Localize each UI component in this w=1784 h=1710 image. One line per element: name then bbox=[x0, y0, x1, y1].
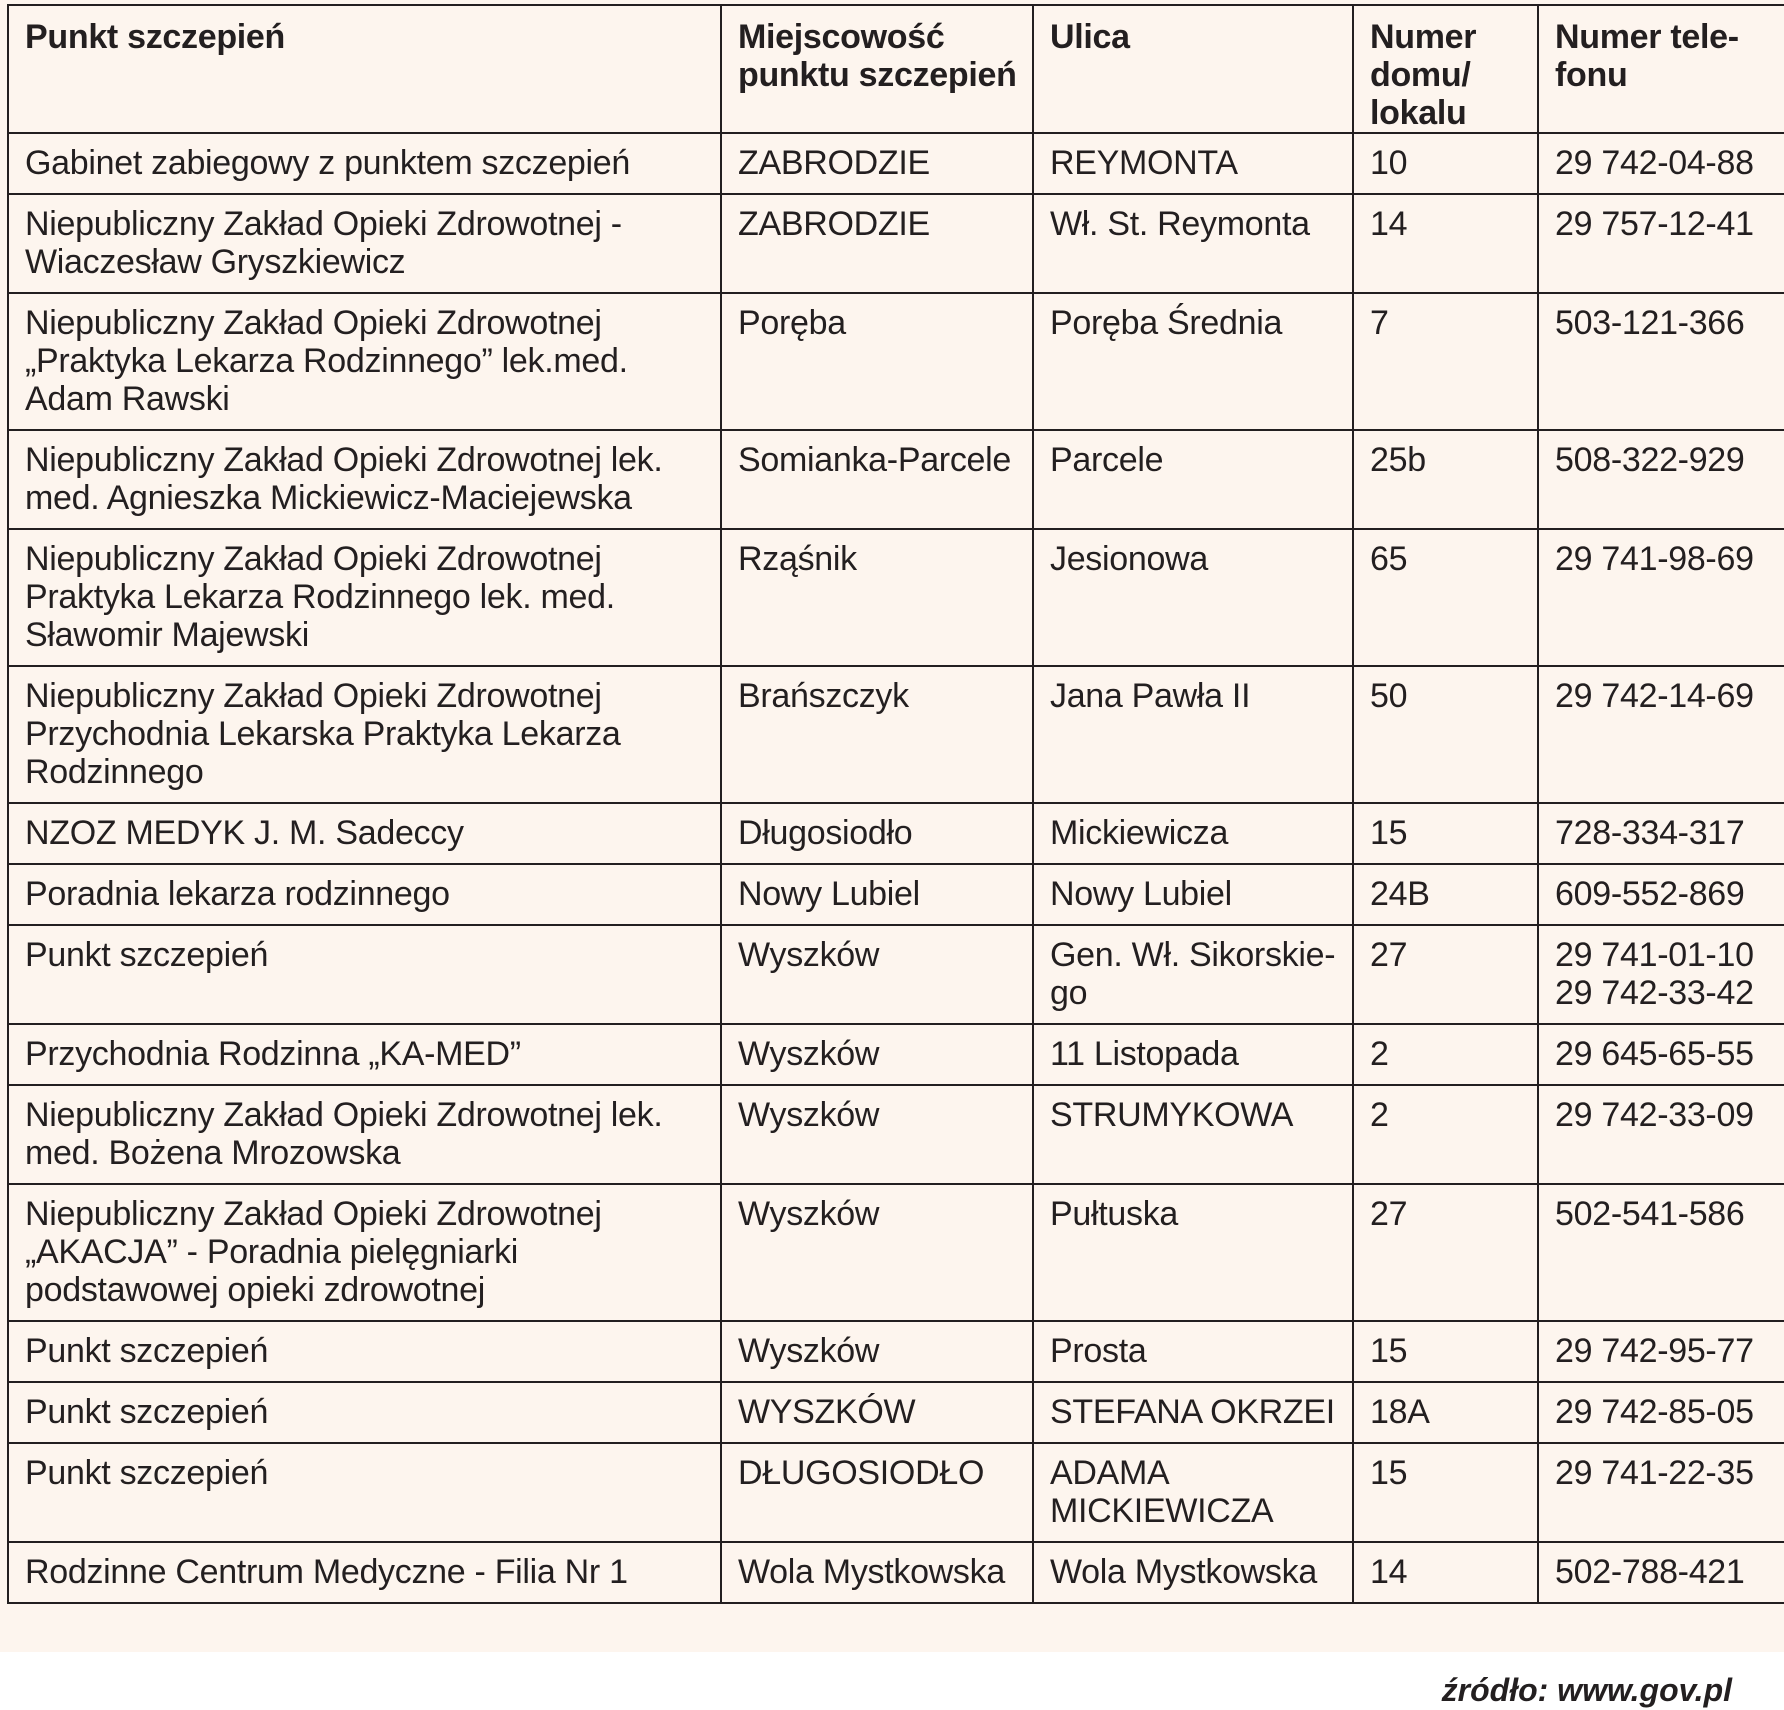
cell-miejscowosc: Wola Mystkowska bbox=[721, 1542, 1033, 1603]
cell-ulica: Jana Pawła II bbox=[1033, 666, 1353, 803]
table-row bbox=[8, 1542, 1784, 1603]
cell-numer: 15 bbox=[1353, 803, 1538, 864]
cell-numer: 18A bbox=[1353, 1382, 1538, 1443]
vaccination-points-table bbox=[7, 4, 1784, 1604]
cell-telefon: 29 757-12-41 bbox=[1538, 194, 1784, 293]
cell-telefon: 29 742-85-05 bbox=[1538, 1382, 1784, 1443]
cell-telefon: 29 742-14-69 bbox=[1538, 666, 1784, 803]
cell-ulica: Prosta bbox=[1033, 1321, 1353, 1382]
source-caption: źródło: www.gov.pl bbox=[1441, 1672, 1732, 1708]
cell-ulica: Poręba Średnia bbox=[1033, 293, 1353, 430]
cell-telefon: 29 742-33-09 bbox=[1538, 1085, 1784, 1184]
cell-ulica: REYMONTA bbox=[1033, 133, 1353, 194]
cell-miejscowosc: Poręba bbox=[721, 293, 1033, 430]
cell-telefon: 29 741-98-69 bbox=[1538, 529, 1784, 666]
cell-telefon: 502-788-421 bbox=[1538, 1542, 1784, 1603]
header-punkt: Punkt szczepień bbox=[8, 5, 721, 133]
table-row bbox=[8, 666, 1784, 803]
cell-telefon: 503-121-366 bbox=[1538, 293, 1784, 430]
cell-numer: 10 bbox=[1353, 133, 1538, 194]
cell-numer: 7 bbox=[1353, 293, 1538, 430]
cell-numer: 2 bbox=[1353, 1024, 1538, 1085]
cell-punkt: Punkt szczepień bbox=[8, 1382, 721, 1443]
cell-miejscowosc: Wyszków bbox=[721, 1321, 1033, 1382]
cell-ulica: Wola Mystkowska bbox=[1033, 1542, 1353, 1603]
cell-punkt: Niepubliczny Zakład Opieki Zdrowotnej - Wiaczesław Gryszkiewicz bbox=[8, 194, 721, 293]
cell-ulica: Mickiewicza bbox=[1033, 803, 1353, 864]
table-row bbox=[8, 1443, 1784, 1542]
table-row bbox=[8, 1184, 1784, 1321]
cell-punkt: Niepubliczny Zakład Opieki Zdrowotnej Przychodnia Lekarska Praktyka Lekarza Rodzinnego bbox=[8, 666, 721, 803]
header-numer-domu: Numer domu/ lokalu bbox=[1353, 5, 1538, 133]
table-row bbox=[8, 1382, 1784, 1443]
cell-miejscowosc: ZABRODZIE bbox=[721, 133, 1033, 194]
cell-punkt: Niepubliczny Zakład Opieki Zdrowotnej Praktyka Lekarza Rodzinnego lek. med. Sławomir Majewski bbox=[8, 529, 721, 666]
table-row bbox=[8, 1321, 1784, 1382]
cell-miejscowosc: Brańszczyk bbox=[721, 666, 1033, 803]
cell-punkt: Niepubliczny Zakład Opieki Zdrowotnej „AKACJA” - Poradnia pielęgniarki podstawowej opieki zdrowotnej bbox=[8, 1184, 721, 1321]
cell-ulica: Wł. St. Reymonta bbox=[1033, 194, 1353, 293]
cell-punkt: Niepubliczny Zakład Opieki Zdrowotnej „Praktyka Lekarza Rodzinnego” lek.med. Adam Rawski bbox=[8, 293, 721, 430]
header-telefon: Numer tele-fonu bbox=[1538, 5, 1784, 133]
cell-numer: 50 bbox=[1353, 666, 1538, 803]
cell-telefon: 29 742-04-88 bbox=[1538, 133, 1784, 194]
cell-punkt: Niepubliczny Zakład Opieki Zdrowotnej lek. med. Agnieszka Mickiewicz-Maciejewska bbox=[8, 430, 721, 529]
cell-numer: 27 bbox=[1353, 925, 1538, 1024]
table-row bbox=[8, 925, 1784, 1024]
cell-miejscowosc: WYSZKÓW bbox=[721, 1382, 1033, 1443]
cell-miejscowosc: Wyszków bbox=[721, 925, 1033, 1024]
header-row bbox=[8, 5, 1784, 133]
cell-miejscowosc: Wyszków bbox=[721, 1024, 1033, 1085]
cell-miejscowosc: Długosiodło bbox=[721, 803, 1033, 864]
header-ulica: Ulica bbox=[1033, 5, 1353, 133]
cell-ulica: STEFANA OKRZEI bbox=[1033, 1382, 1353, 1443]
cell-ulica: Nowy Lubiel bbox=[1033, 864, 1353, 925]
cell-punkt: Poradnia lekarza rodzinnego bbox=[8, 864, 721, 925]
table-row bbox=[8, 430, 1784, 529]
cell-punkt: NZOZ MEDYK J. M. Sadeccy bbox=[8, 803, 721, 864]
cell-punkt: Punkt szczepień bbox=[8, 925, 721, 1024]
table-row bbox=[8, 293, 1784, 430]
cell-telefon: 29 741-01-10 29 742-33-42 bbox=[1538, 925, 1784, 1024]
cell-telefon: 29 741-22-35 bbox=[1538, 1443, 1784, 1542]
cell-ulica: ADAMA MICKIEWICZA bbox=[1033, 1443, 1353, 1542]
cell-telefon: 728-334-317 bbox=[1538, 803, 1784, 864]
cell-punkt: Niepubliczny Zakład Opieki Zdrowotnej lek. med. Bożena Mrozowska bbox=[8, 1085, 721, 1184]
cell-telefon: 609-552-869 bbox=[1538, 864, 1784, 925]
table-row bbox=[8, 864, 1784, 925]
cell-numer: 2 bbox=[1353, 1085, 1538, 1184]
table-row bbox=[8, 803, 1784, 864]
cell-telefon: 508-322-929 bbox=[1538, 430, 1784, 529]
cell-numer: 27 bbox=[1353, 1184, 1538, 1321]
cell-ulica: Jesionowa bbox=[1033, 529, 1353, 666]
cell-punkt: Punkt szczepień bbox=[8, 1443, 721, 1542]
cell-punkt: Gabinet zabiegowy z punktem szczepień bbox=[8, 133, 721, 194]
table-row bbox=[8, 1024, 1784, 1085]
table-row bbox=[8, 194, 1784, 293]
cell-miejscowosc: ZABRODZIE bbox=[721, 194, 1033, 293]
cell-numer: 15 bbox=[1353, 1443, 1538, 1542]
cell-numer: 25b bbox=[1353, 430, 1538, 529]
cell-ulica: Parcele bbox=[1033, 430, 1353, 529]
header-miejscowosc: Miejscowość punktu szczepień bbox=[721, 5, 1033, 133]
cell-punkt: Punkt szczepień bbox=[8, 1321, 721, 1382]
cell-telefon: 29 742-95-77 bbox=[1538, 1321, 1784, 1382]
cell-numer: 24B bbox=[1353, 864, 1538, 925]
cell-miejscowosc: DŁUGOSIODŁO bbox=[721, 1443, 1033, 1542]
cell-telefon: 502-541-586 bbox=[1538, 1184, 1784, 1321]
cell-ulica: Gen. Wł. Sikorskie-go bbox=[1033, 925, 1353, 1024]
table-row bbox=[8, 529, 1784, 666]
cell-miejscowosc: Somianka-Parcele bbox=[721, 430, 1033, 529]
cell-numer: 14 bbox=[1353, 1542, 1538, 1603]
cell-miejscowosc: Wyszków bbox=[721, 1184, 1033, 1321]
table-row bbox=[8, 133, 1784, 194]
cell-miejscowosc: Wyszków bbox=[721, 1085, 1033, 1184]
cell-ulica: STRUMYKOWA bbox=[1033, 1085, 1353, 1184]
cell-numer: 65 bbox=[1353, 529, 1538, 666]
cell-numer: 15 bbox=[1353, 1321, 1538, 1382]
cell-telefon: 29 645-65-55 bbox=[1538, 1024, 1784, 1085]
cell-ulica: Pułtuska bbox=[1033, 1184, 1353, 1321]
cell-punkt: Przychodnia Rodzinna „KA-MED” bbox=[8, 1024, 721, 1085]
cell-miejscowosc: Rząśnik bbox=[721, 529, 1033, 666]
cell-miejscowosc: Nowy Lubiel bbox=[721, 864, 1033, 925]
table-row bbox=[8, 1085, 1784, 1184]
cell-punkt: Rodzinne Centrum Medyczne - Filia Nr 1 bbox=[8, 1542, 721, 1603]
cell-numer: 14 bbox=[1353, 194, 1538, 293]
cell-ulica: 11 Listopada bbox=[1033, 1024, 1353, 1085]
